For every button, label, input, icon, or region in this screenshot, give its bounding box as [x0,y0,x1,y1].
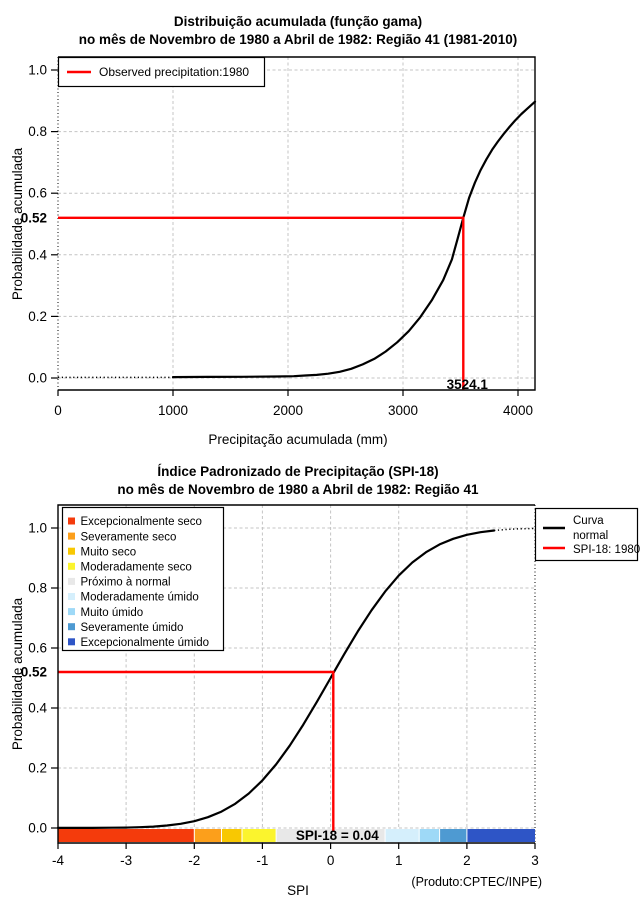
y-tick-label: 0.2 [28,308,47,324]
spi-marker-value-label: SPI-18 = 0.04 [295,828,379,843]
category-swatch [68,518,75,525]
curve-dotted-segment [494,528,535,530]
y-tick-label: 0.8 [28,124,47,140]
legend-row [68,531,176,543]
spi-category-legend [63,508,224,651]
x-tick-label: 3000 [387,403,419,418]
cdf-curve [173,102,535,377]
legend-row [68,562,192,574]
category-swatch [68,638,75,645]
x-tick-label: 0 [54,403,62,418]
category-label: Excepcionalmente úmido [80,637,209,649]
x-tick-label: -4 [51,853,65,868]
y-tick-label-probability: 0.52 [20,210,47,226]
y-tick-label: 0.4 [28,247,47,263]
spi-chart-title-line2: no mês de Novembro de 1980 a Abril de 1982: Região 41 [117,482,479,497]
x-tick-label: -3 [120,853,133,868]
colorbar-segment [440,829,467,842]
gamma-observed-marker-group [58,218,463,390]
y-tick-label: 0.6 [28,185,47,201]
colorbar-segment [385,829,419,842]
x-tick-label: 2000 [272,403,304,418]
category-label: Muito úmido [80,606,144,619]
x-tick-label: 0 [326,853,335,868]
gamma-marker-value-label: 3524.1 [446,377,488,392]
category-swatch [68,623,75,630]
y-tick-label: 0.8 [28,580,47,596]
category-swatch [68,548,75,555]
y-tick-label: 0.0 [28,370,47,386]
category-swatch [68,578,75,585]
colorbar-segment [222,829,242,842]
product-credit: (Produto:CPTEC/INPE) [411,875,542,889]
normal-curve-legend-label-line2: normal [573,530,609,542]
x-tick-label: 1 [394,853,403,868]
gamma-yaxis-label: Probabilidade acumulada [10,147,25,301]
gamma-distribution-chart [10,14,535,447]
spi-yaxis-label: Probabilidade acumulada [10,597,25,751]
x-tick-label: -2 [188,853,201,868]
category-swatch [68,608,75,615]
spi-chart [10,464,640,898]
legend-row [68,577,171,589]
y-tick-label: 1.0 [28,520,47,536]
category-label: Severamente úmido [80,621,184,634]
category-swatch [68,593,75,600]
y-tick-label: 0.2 [28,760,47,776]
y-tick-label: 0.0 [28,820,47,836]
y-tick-label: 1.0 [28,62,47,78]
normal-curve-legend-label-line1: Curva [573,515,604,527]
x-tick-label: 2 [463,853,471,868]
y-tick-label-probability: 0.52 [20,664,47,680]
legend-row [68,592,199,604]
colorbar-segment [467,829,535,842]
spi-chart-title-line1: Índice Padronizado de Precipitação (SPI-18) [157,464,439,479]
x-tick-label: 4000 [502,403,534,418]
colorbar-segment [194,829,221,842]
gamma-chart-title-line1: Distribuição acumulada (função gama) [173,14,423,29]
legend-row [68,516,202,528]
category-label: Severamente seco [80,531,177,544]
spi-marker-group [58,672,333,832]
legend-row [68,637,209,649]
legend-row [68,622,183,634]
x-tick-label: 3 [531,853,539,868]
colorbar-segment [58,829,194,842]
x-tick-label: 1000 [157,403,189,418]
category-label: Moderadamente seco [80,561,192,574]
category-swatch [68,533,75,540]
gamma-xaxis-label: Precipitação acumulada (mm) [208,432,388,447]
x-tick-label: -1 [256,853,269,868]
colorbar-segment [242,829,276,842]
spi-1980-legend-label: SPI-18: 1980 [573,544,640,556]
spi-xaxis-label: SPI [287,883,309,898]
category-label: Próximo à normal [80,576,171,589]
gamma-legend [59,58,265,87]
category-swatch [68,563,75,570]
observed-value-marker-line [58,672,333,832]
gamma-chart-title-line2: no mês de Novembro de 1980 a Abril de 1982: Região 41 (1981-2010) [78,32,518,47]
category-label: Moderadamente úmido [80,591,199,604]
category-label: Excepcionalmente seco [80,516,202,529]
y-tick-label: 0.4 [28,700,47,716]
observed-precipitation-legend-label: Observed precipitation:1980 [99,65,250,79]
colorbar-segment [419,829,439,842]
observed-value-marker-line [58,218,463,390]
spi-curve-legend [536,509,640,561]
y-tick-label: 0.6 [28,640,47,656]
category-label: Muito seco [80,546,137,559]
